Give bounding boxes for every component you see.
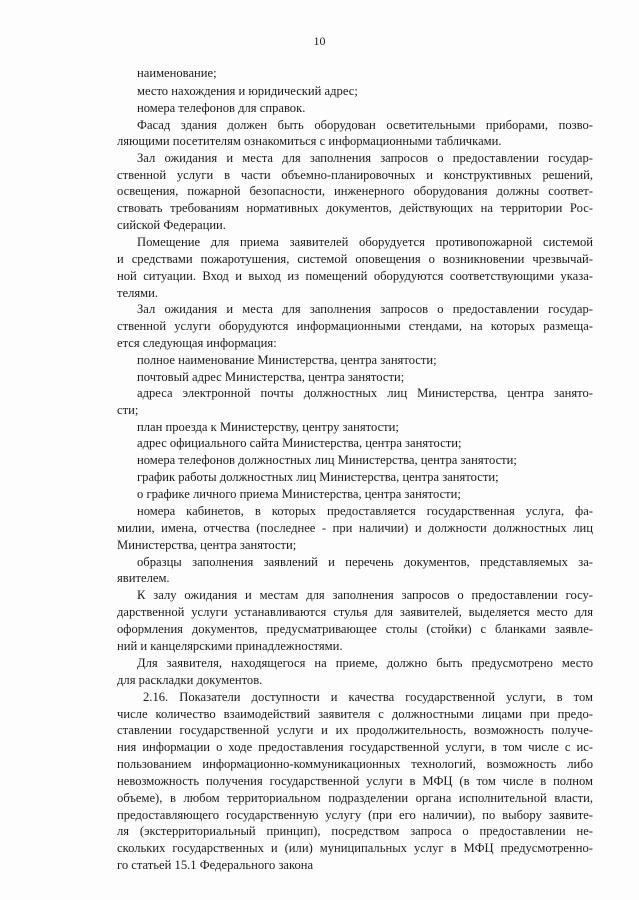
text-line: скольких государственных и (или) муниципальных услуг в МФЦ предусмотренно-	[117, 841, 593, 855]
text-line: ния информации о ходе предоставления государственной услуги, в том числе с ис-	[117, 740, 593, 754]
text-line: наименование;	[137, 66, 217, 80]
text-line: ставлении государственной услуги и их продолжительность, возможность получе-	[117, 723, 593, 737]
text-line: Министерства, центра занятости;	[117, 538, 297, 552]
text-line: числе количество взаимодействий заявителя с должностными лицами при предо-	[117, 707, 593, 721]
text-line: почтовый адрес Министерства, центра занятости;	[137, 370, 405, 384]
text-line: номера телефонов должностных лиц Министерства, центра занятости;	[137, 453, 517, 467]
text-line: место нахождения и юридический адрес;	[137, 84, 358, 98]
text-line: ний и канцелярскими принадлежностями.	[117, 639, 343, 653]
text-line: адрес официального сайта Министерства, центра занятости;	[137, 436, 462, 450]
text-line: Помещение для приема заявителей оборудуется противопожарной системой	[137, 235, 593, 249]
text-line: ной ситуации. Вход и выход из помещений оборудуются соответствующими указа-	[117, 269, 593, 283]
text-line: го статьей 15.1 Федерального закона	[117, 858, 314, 872]
text-line: образцы заполнения заявлений и перечень документов, представляемых за-	[137, 555, 593, 569]
text-line: пользованием информационно-коммуникационных технологий, возможность либо	[117, 757, 593, 771]
text-line: Зал ожидания и места для заполнения запросов о предоставлении государ-	[137, 151, 593, 165]
text-line: ственной услуги оборудуются информационными стендами, на которых размеща-	[117, 319, 593, 333]
text-line: Для заявителя, находящегося на приеме, должно быть предусмотрено место	[137, 656, 593, 670]
text-line: телями.	[117, 286, 159, 300]
text-line: ляющими посетителям ознакомиться с информационными табличками.	[117, 134, 502, 148]
text-line: объеме), в любом территориальном подразделении органа исполнительной власти,	[117, 791, 593, 805]
text-line: о графике личного приема Министерства, центра занятости;	[137, 487, 461, 501]
text-line: сийской Федерации.	[117, 218, 226, 232]
text-line: полное наименование Министерства, центра занятости;	[137, 353, 437, 367]
text-line: номера кабинетов, в которых предоставляется государственная услуга, фа-	[137, 504, 593, 518]
text-line: милии, имена, отчества (последнее - при наличии) и должности должностных лиц	[117, 521, 593, 535]
text-line: ственной услуги в части объемно-планировочных и конструктивных решений,	[117, 168, 593, 182]
text-line: Зал ожидания и места для заполнения запросов о предоставлении государ-	[137, 302, 593, 316]
text-line: К залу ожидания и местам для заполнения запросов о предоставлении госу-	[137, 588, 593, 602]
text-line: ля (экстерриториальный принцип), посредством запроса о предоставлении не-	[117, 824, 593, 838]
text-line: 2.16. Показатели доступности и качества государственной услуги, в том	[143, 690, 593, 704]
text-line: явителем.	[117, 571, 170, 585]
page-number: 10	[313, 34, 326, 48]
text-line: Фасад здания должен быть оборудован осветительными приборами, позво-	[137, 118, 593, 132]
text-line: сти;	[117, 403, 139, 417]
text-line: дарственной услуги устанавливаются стулья для заявителей, выделяется место для	[117, 605, 593, 619]
text-line: график работы должностных лиц Министерства, центра занятости;	[137, 470, 499, 484]
text-line: ствовать требованиям нормативных документов, действующих на территории Рос-	[117, 201, 593, 215]
text-line: освещения, пожарной безопасности, инженерного оборудования должны соответ-	[117, 184, 593, 198]
text-line: адреса электронной почты должностных лиц Министерства, центра занято-	[137, 386, 593, 400]
text-line: номера телефонов для справок.	[137, 101, 306, 115]
text-line: предоставляющего государственную услугу (при его наличии), по выбору заявите-	[117, 808, 593, 822]
text-line: ется следующая информация:	[117, 336, 277, 350]
text-line: и средствами пожаротушения, системой оповещения о возникновении чрезвычай-	[117, 252, 593, 266]
text-line: для раскладки документов.	[117, 673, 263, 687]
text-line: оформления документов, предусматривающее столы (стойки) с бланками заявле-	[117, 622, 593, 636]
text-line: невозможность получения государственной услуги в МФЦ (в том числе в полном	[117, 774, 593, 788]
text-line: план проезда к Министерству, центру занятости;	[137, 420, 399, 434]
